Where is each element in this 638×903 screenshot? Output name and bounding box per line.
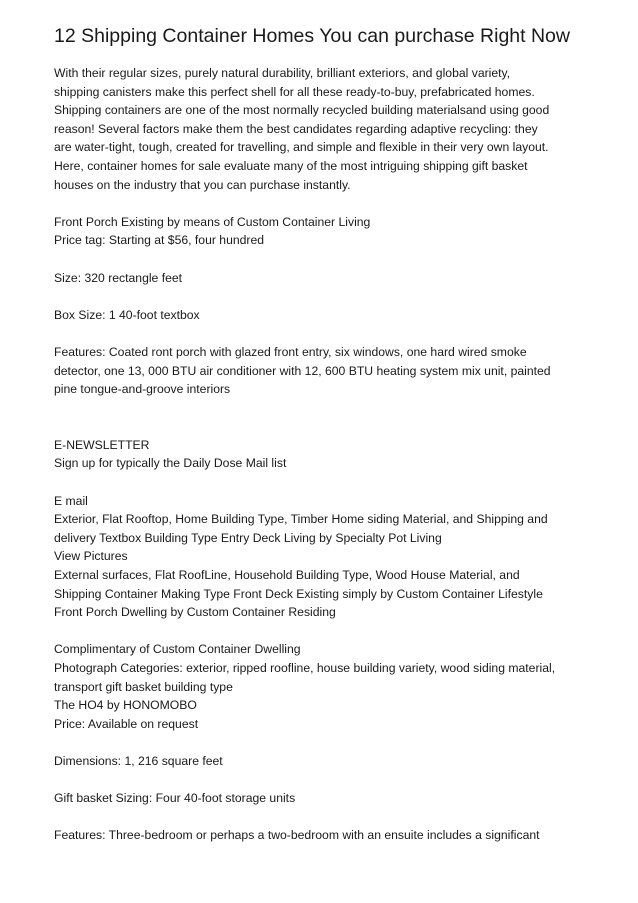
features-line: Features: Coated ront porch with glazed front entry, six windows, one hard wired smoke [54,344,527,359]
email-line: E mail [54,493,88,508]
listing-1-size-text: Size: 320 rectangle feet [54,270,183,285]
listing-2-features-text: Features: Three-bedroom or perhaps a two-bedroom with an ensuite includes a significant [54,828,540,843]
listing-1-box-size [54,306,594,325]
intro-line: With their regular sizes, purely natural durability, brilliant exteriors, and global variety, [54,66,511,80]
listing-1-header [54,213,594,250]
paragraph-spacer [54,808,594,827]
listing-1-price: Price tag: Starting at $56, four hundred [54,233,265,248]
listing-1-size [54,269,594,288]
listing-1-box-size-text: Box Size: 1 40-foot textbox [54,307,200,322]
paragraph-spacer [54,250,594,269]
paragraph-spacer [54,733,594,752]
listing-2-line: Photograph Categories: exterior, ripped roofline, house building variety, wood siding material, [54,661,556,675]
paragraph-spacer [54,287,594,306]
paragraph-spacer [54,324,594,343]
paragraph-spacer [54,194,594,213]
listing-2-line: transport gift basket building type [54,679,233,694]
intro-line: reason! Several factors make them the best candidates regarding adaptive recycling: they [54,121,538,136]
listing-1-heading: Front Porch Existing by means of Custom Container Living [54,214,371,229]
paragraph-spacer [54,622,594,641]
newsletter-signup: Sign up for typically the Daily Dose Mail list [54,456,287,471]
intro-line: Here, container homes for sale evaluate many of the most intriguing shipping gift basket [54,158,528,173]
email-line: View Pictures [54,549,128,564]
paragraph-spacer [54,473,594,492]
intro-line: houses on the industry that you can purchase instantly. [54,177,351,192]
email-line: Front Porch Dwelling by Custom Container Residing [54,605,336,620]
newsletter-block [54,436,594,473]
email-block [54,492,594,622]
listing-1-features [54,343,594,399]
listing-2-dimensions [54,752,594,771]
newsletter-heading: E-NEWSLETTER [54,437,150,452]
paragraph-spacer [54,771,594,790]
paragraph-spacer [54,399,594,436]
features-line: pine tongue-and-groove interiors [54,382,231,397]
listing-2-sizing [54,789,594,808]
email-line: Exterior, Flat Rooftop, Home Building Type, Timber Home siding Material, and Shipping and [54,512,548,527]
features-line: detector, one 13, 000 BTU air conditioner with 12, 600 BTU heating system mix unit, painted [54,363,551,378]
intro-paragraph [54,64,594,194]
listing-2-dimensions-text: Dimensions: 1, 216 square feet [54,753,223,768]
listing-2-header [54,640,594,733]
intro-line: Shipping containers are one of the most normally recycled building materialsand using good [54,103,550,118]
email-line: External surfaces, Flat RoofLine, Household Building Type, Wood House Material, and [54,568,520,583]
document-title: 12 Shipping Container Homes You can purchase Right Now [54,25,570,47]
listing-2-line: The HO4 by HONOMOBO [54,698,197,713]
listing-2-sizing-text: Gift basket Sizing: Four 40-foot storage units [54,791,296,806]
listing-2-line: Complimentary of Custom Container Dwelling [54,642,301,657]
intro-line: are water-tight, tough, created for travelling, and simple and flexible in their very own layout. [54,140,549,155]
email-line: delivery Textbox Building Type Entry Deck Living by Specialty Pot Living [54,530,442,545]
listing-2-line: Price: Available on request [54,716,199,731]
listing-2-features [54,826,594,845]
email-line: Shipping Container Making Type Front Deck Existing simply by Custom Container Lifestyle [54,586,543,601]
intro-line: shipping canisters make this perfect shell for all these ready-to-buy, prefabricated homes. [54,84,535,99]
document-page [54,22,594,845]
